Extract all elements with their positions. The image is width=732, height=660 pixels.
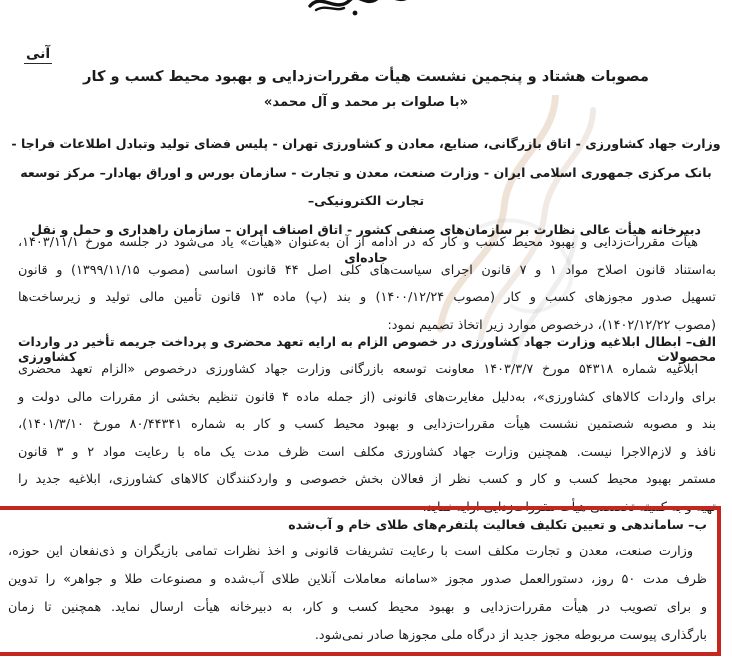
section-a-paragraph bbox=[18, 356, 716, 521]
paragraph-line: ظرف مدت ۵۰ روز، دستورالعمل صدور مجوز «سامانه معاملات آنلاین طلای آب‌شده و مصنوعات طلا و جواهر» را تدوین bbox=[8, 572, 707, 587]
paragraph-line: و برای تصویب در هیأت مقررات‌زدایی و بهبود محیط کسب و کار، به دبیرخانه هیأت ارسال نماید. همچنین تا زمان bbox=[8, 600, 707, 615]
paragraph-line: بارگذاری پیوست مربوطه مجوز جدید از درگاه ملی مجوزها صادر نمی‌شود. bbox=[314, 628, 707, 643]
paragraph-line: تهیه و به کمیته تخصصی هیأت مقررات‌زدایی ارایه نماید. bbox=[422, 499, 716, 515]
paragraph-line: مستمر بهبود محیط کسب و کار و کسب نظر از فعالان بخش خصوصی و واردکنندگان کالاهای کشاورزی، ابلاغیه جدید را bbox=[18, 472, 716, 487]
paragraph-line: هیأت مقررات‌زدایی و بهبود محیط کسب و کار که در ادامه از آن به‌عنوان «هیأت» یاد می‌شود در جلسه مورخ ۱۴۰۳/۱۱/۱، bbox=[18, 235, 698, 250]
paragraph-line: بند و مصوبه شصتمین نشست هیأت مقررات‌زدایی و بهبود محیط کسب و کار به شماره ۸۰/۴۴۳۴۱ مورخ ۱۴۰۱/۳/۱۰)، bbox=[18, 417, 716, 432]
section-b-paragraph bbox=[8, 538, 707, 650]
paragraph-line: به‌استناد قانون اصلاح مواد ۱ و ۷ قانون اجرای سیاست‌های کلی اصل ۴۴ قانون اساسی (مصوب ۱۳۹۹/۱۱/۱۵) و قانون bbox=[18, 262, 716, 278]
recipient-line: دبیرخانه هیأت عالی نظارت بر سازمان‌های صنفی کشور - اتاق اصناف ایران – سازمان راهداری و حمل و نقل جاده‌ای bbox=[31, 221, 701, 265]
section-a-heading: الف– ابطال ابلاغیه وزارت جهاد کشاورزی در خصوص الزام به ارایه تعهد محضری و پرداخت جریمه تأخیر در واردات محصولات کشاورزی bbox=[18, 334, 716, 364]
highlight-box bbox=[0, 506, 721, 656]
recipient-line: وزارت جهاد کشاورزی - اتاق بازرگانی، صنایع، معادن و کشاورزی تهران - پلیس فضای تولید وتبادل اطلاعات فراجا - bbox=[11, 136, 721, 151]
section-b-heading: ب– ساماندهی و تعیین تکلیف فعالیت پلتفرم‌های طلای خام و آب‌شده bbox=[288, 517, 707, 532]
paragraph-line: برای واردات کالاهای کشاورزی»، به‌دلیل مغایرت‌های قانونی (از جمله ماده ۴ قانون تنظیم بخشی از مقررات مالی دولت و bbox=[18, 389, 716, 405]
paragraph-line: وزارت صنعت، معدن و تجارت مکلف است با رعایت تشریفات قانونی و اخذ نظرات تمامی بازیگران و ذی‌نفعان این حوزه، bbox=[8, 544, 693, 559]
urgency-label: آنی bbox=[26, 46, 51, 62]
basmala-calligraphy-fragment bbox=[292, 0, 442, 18]
paragraph-line: (مصوب ۱۴۰۲/۱۲/۲۲)، درخصوص موارد زیر اتخاذ تصمیم نمود: bbox=[387, 317, 716, 333]
document-title: مصوبات هشتاد و پنجمین نشست هیأت مقررات‌زدایی و بهبود محیط کسب و کار bbox=[83, 68, 649, 85]
intro-paragraph bbox=[18, 229, 716, 339]
salutation-line: «با صلوات بر محمد و آل محمد» bbox=[263, 95, 469, 110]
recipient-line: بانک مرکزی جمهوری اسلامی ایران - وزارت صنعت، معدن و تجارت - سازمان بورس و اوراق بهادار– مرکز توسعه تجارت الکترونیکی– bbox=[20, 164, 712, 208]
paragraph-line: ابلاغیه شماره ۵۴۳۱۸ مورخ ۱۴۰۳/۳/۷ معاونت توسعه بازرگانی وزارت جهاد کشاورزی درخصوص «الزام تعهد محضری bbox=[18, 362, 698, 377]
paragraph-line: نافذ و لازم‌الاجرا نیست. همچنین وزارت جهاد کشاورزی مکلف است ظرف مدت یک ماه با رعایت مواد ۲ و ۳ قانون bbox=[18, 444, 716, 460]
paragraph-line: تسهیل صدور مجوزهای کسب و کار (مصوب ۱۴۰۰/۱۲/۲۴) و بند (پ) ماده ۱۳ قانون تأمین مالی تولید و زیرساخت‌ها bbox=[18, 290, 716, 305]
